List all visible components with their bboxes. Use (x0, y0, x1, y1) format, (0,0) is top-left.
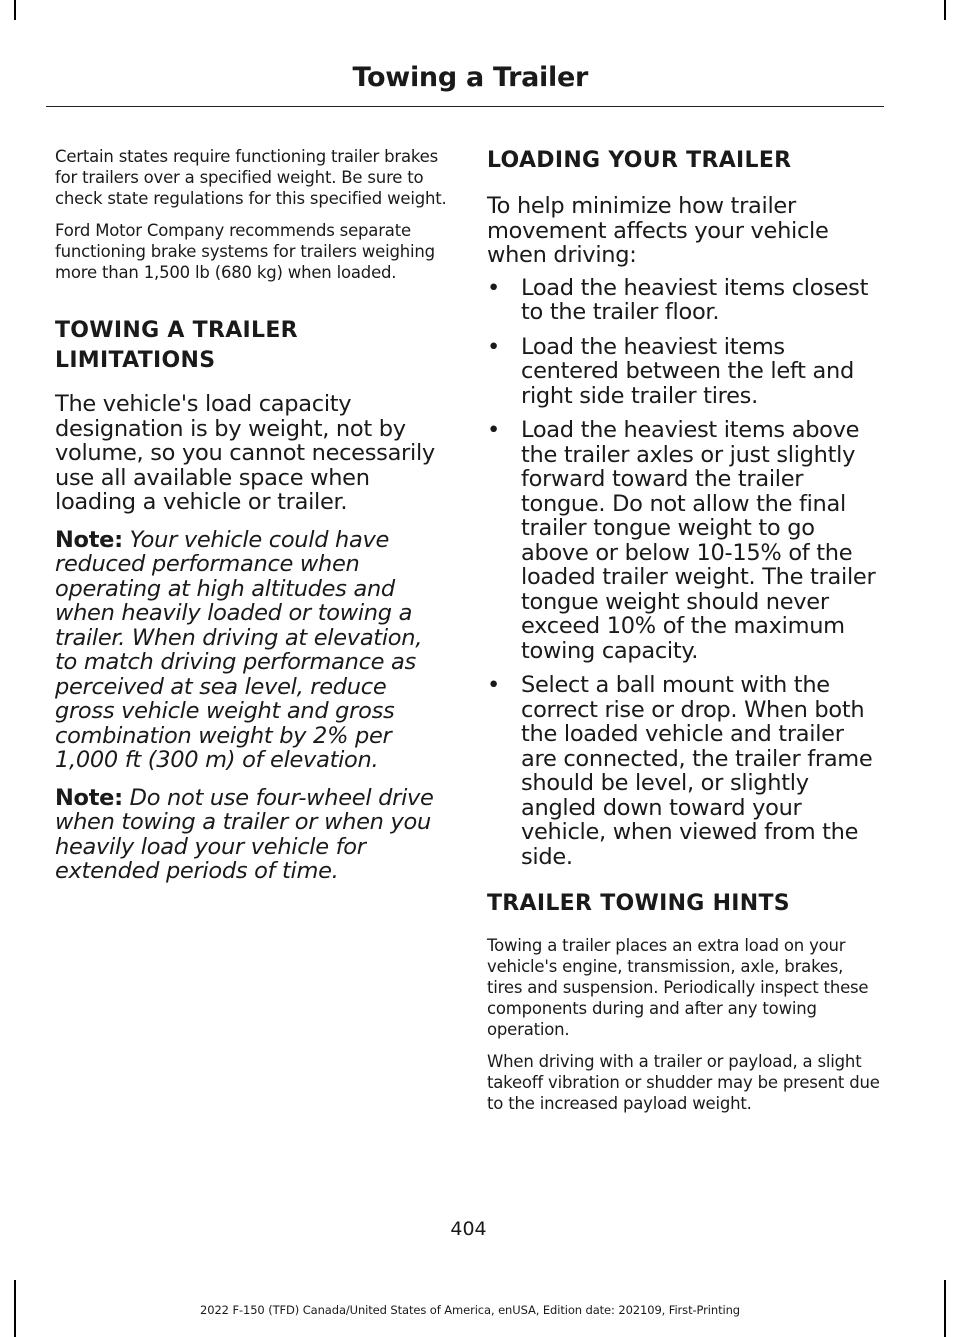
crop-mark-bottom-right (944, 1280, 946, 1337)
note-label: Note: (55, 784, 123, 811)
trailer-brakes-paragraph: Certain states require functioning trailer brakes for trailers over a specified weight. Be sure to check state regulations for this specified weight. (55, 147, 447, 208)
list-item (487, 418, 882, 663)
list-item (487, 673, 882, 869)
load-capacity-paragraph: The vehicle's load capacity designation is by weight, not by volume, so you cannot necessarily use all available space when loading a vehicle or trailer. (55, 391, 435, 515)
brake-systems-paragraph: Ford Motor Company recommends separate functioning brake systems for trailers weighing more than 1,500 lb (680 kg) when loaded. (55, 221, 435, 282)
towing-limitations-heading-line2: LIMITATIONS (55, 348, 216, 373)
loading-intro-paragraph: To help minimize how trailer movement affects your vehicle when driving: (487, 193, 829, 268)
bullet-icon: • (487, 274, 500, 301)
crop-mark-top-right (944, 0, 946, 20)
note-text: Your vehicle could have reduced performance when operating at high altitudes and when heavily loaded or towing a trailer. When driving at elevation, to match driving performance as perceived at sea level, reduce gross vehicle weight and gross combination weight by 2% per 1,000 ft (300 m) of elevation. (55, 526, 423, 773)
list-item (487, 335, 882, 409)
list-item-text: Load the heaviest items closest to the trailer floor. (521, 274, 869, 325)
list-item-text: Load the heaviest items centered between the left and right side trailer tires. (521, 333, 854, 409)
altitude-note (55, 528, 450, 773)
crop-mark-top-left (14, 0, 16, 20)
header-rule (46, 106, 884, 107)
towing-hints-heading: TRAILER TOWING HINTS (487, 891, 790, 916)
four-wheel-drive-note (55, 786, 450, 884)
left-column (55, 146, 450, 894)
page-title: Towing a Trailer (352, 62, 588, 93)
loading-trailer-heading: LOADING YOUR TRAILER (487, 148, 792, 173)
right-column (487, 146, 882, 1125)
note-label: Note: (55, 526, 123, 553)
bullet-icon: • (487, 672, 500, 698)
towing-limitations-heading-line1: TOWING A TRAILER (55, 318, 298, 343)
bullet-icon: • (487, 417, 500, 443)
bullet-icon: • (487, 333, 500, 360)
page-number: 404 (450, 1218, 487, 1240)
loading-tips-list (487, 276, 882, 870)
list-item-text: Load the heaviest items above the trailer axles or just slightly forward toward the trailer tongue. Do not allow the final trailer tongue weight to go above or below 10-15% of the loaded trailer weight. The trailer tongue weight should never exceed 10% of the maximum towing capacity. (521, 417, 876, 664)
note-text: Do not use four-wheel drive when towing a trailer or when you heavily load your vehicle for extended periods of time. (55, 784, 434, 884)
edition-footer: 2022 F-150 (TFD) Canada/United States of America, enUSA, Edition date: 202109, First-Printing (200, 1303, 740, 1317)
list-item-text: Select a ball mount with the correct rise or drop. When both the loaded vehicle and trailer are connected, the trailer frame should be level, or slightly angled down toward your vehicle, when viewed from the side. (521, 672, 873, 870)
towing-load-paragraph: Towing a trailer places an extra load on your vehicle's engine, transmission, axle, brakes, tires and suspension. Periodically inspect these components during and after any towing operation. (487, 936, 869, 1039)
vibration-paragraph: When driving with a trailer or payload, a slight takeoff vibration or shudder may be present due to the increased payload weight. (487, 1052, 880, 1113)
list-item (487, 276, 882, 325)
